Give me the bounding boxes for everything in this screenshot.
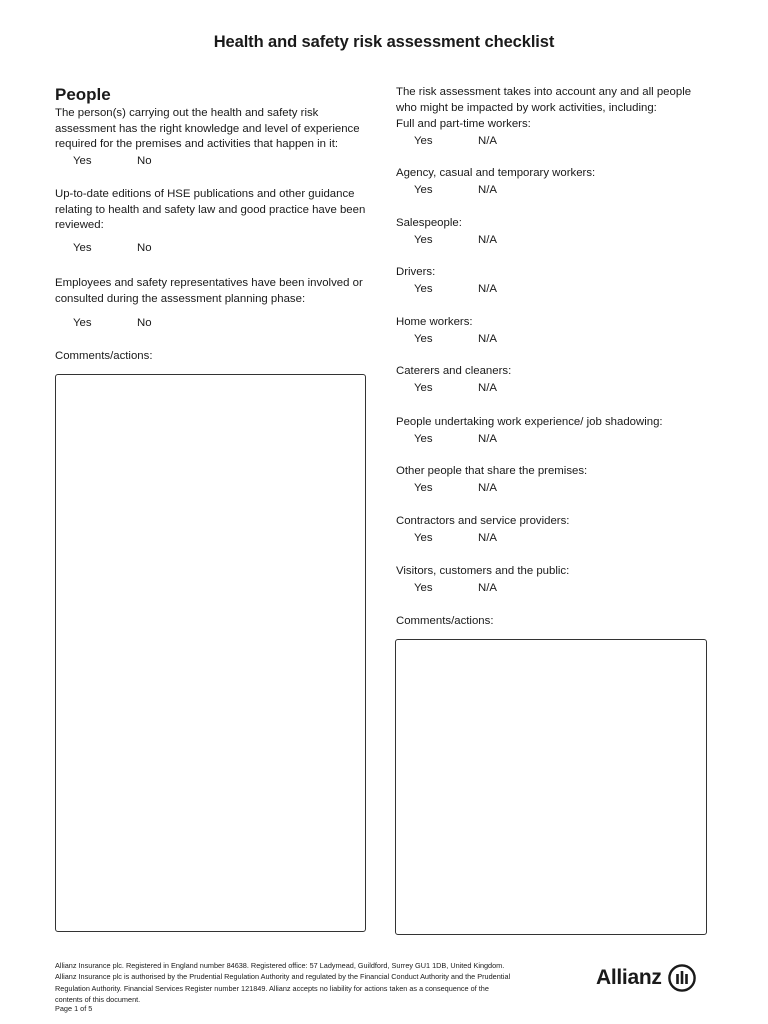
question-block — [396, 364, 714, 396]
answer-options — [396, 331, 714, 347]
question-block — [55, 187, 371, 256]
option-na[interactable]: N/A — [478, 282, 497, 295]
answer-options — [396, 580, 714, 596]
question-block — [396, 514, 714, 546]
question-text: Visitors, customers and the public: — [396, 565, 570, 577]
comments-input-left[interactable] — [55, 374, 366, 932]
option-yes[interactable]: Yes — [414, 381, 433, 394]
question-text: Salespeople: — [396, 217, 462, 229]
option-na[interactable]: N/A — [478, 183, 497, 196]
question-text: Agency, casual and temporary workers: — [396, 167, 596, 179]
answer-options — [396, 133, 714, 149]
option-na[interactable]: N/A — [478, 381, 497, 394]
logo-wordmark: Allianz — [596, 966, 662, 989]
question-text: Full and part-time workers: — [396, 118, 531, 130]
question-text: Up-to-date editions of HSE publications and other guidance relating to health and safety law and good practice have been reviewed: — [55, 188, 366, 231]
question-text: Employees and safety representatives have been involved or consulted during the assessment planning phase: — [55, 277, 363, 305]
question-text: Other people that share the premises: — [396, 465, 588, 477]
option-yes[interactable]: Yes — [414, 531, 433, 544]
question-text: Drivers: — [396, 266, 436, 278]
question-block — [396, 564, 714, 596]
answer-options — [396, 281, 714, 297]
allianz-eagle-icon — [668, 964, 696, 992]
question-text: Contractors and service providers: — [396, 515, 570, 527]
question-block — [396, 265, 714, 297]
question-text: Home workers: — [396, 316, 473, 328]
question-text: Caterers and cleaners: — [396, 365, 512, 377]
answer-options — [55, 315, 371, 331]
option-yes[interactable]: Yes — [73, 317, 92, 329]
option-na[interactable]: N/A — [478, 233, 497, 246]
section-heading-people: People — [55, 85, 111, 104]
question-block — [396, 315, 714, 347]
page-title: Health and safety risk assessment checklist — [213, 33, 555, 51]
option-no[interactable]: No — [137, 317, 152, 329]
option-yes[interactable]: Yes — [414, 233, 433, 246]
footer-legal-text: Allianz Insurance plc. Registered in England number 84638. Registered office: 57 Ladymead, Guildford, Surrey GU1 1DB, United Kingdom. Allianz Insurance plc is authorised by the Prudential Regulation Authority and regulated by the Financial Conduct Authority and the Prudential Regulation Authority. Financial Services Register number 121849. Allianz accepts no liability for actions taken as a consequence of the contents of this document. — [55, 961, 511, 1004]
option-yes[interactable]: Yes — [414, 183, 433, 196]
option-na[interactable]: N/A — [478, 332, 497, 345]
question-block — [396, 216, 714, 248]
option-yes[interactable]: Yes — [414, 332, 433, 345]
option-no[interactable]: No — [137, 241, 152, 254]
answer-options — [396, 480, 714, 496]
option-no[interactable]: No — [137, 154, 152, 167]
option-yes[interactable]: Yes — [414, 432, 433, 445]
question-block — [396, 117, 714, 149]
page-number: Page 1 of 5 — [55, 1004, 93, 1013]
option-yes[interactable]: Yes — [414, 282, 433, 295]
question-block — [55, 276, 371, 331]
comments-label: Comments/actions: — [396, 615, 494, 627]
answer-options — [396, 182, 714, 198]
option-yes[interactable]: Yes — [414, 134, 433, 147]
question-block — [396, 464, 714, 496]
option-na[interactable]: N/A — [478, 531, 497, 544]
option-yes[interactable]: Yes — [414, 581, 433, 594]
allianz-logo — [596, 963, 696, 993]
answer-options — [396, 232, 714, 248]
question-text: The person(s) carrying out the health and safety risk assessment has the right knowledge and level of experience required for the premises and activities that happen in it: — [55, 107, 360, 150]
question-block — [396, 415, 714, 447]
option-yes[interactable]: Yes — [73, 154, 92, 167]
answer-options — [55, 240, 371, 256]
option-yes[interactable]: Yes — [414, 481, 433, 494]
option-na[interactable]: N/A — [478, 481, 497, 494]
answer-options — [396, 380, 714, 396]
question-block — [55, 106, 371, 169]
answer-options — [396, 431, 714, 447]
comments-input-right[interactable] — [395, 639, 707, 935]
intro-text: The risk assessment takes into account any and all people who might be impacted by work activities, including: — [396, 86, 692, 114]
question-block — [396, 166, 714, 198]
question-text: People undertaking work experience/ job shadowing: — [396, 416, 663, 428]
comments-label: Comments/actions: — [55, 350, 153, 362]
answer-options — [396, 530, 714, 546]
option-yes[interactable]: Yes — [73, 241, 92, 254]
option-na[interactable]: N/A — [478, 134, 497, 147]
option-na[interactable]: N/A — [478, 581, 497, 594]
answer-options — [55, 153, 371, 169]
option-na[interactable]: N/A — [478, 432, 497, 445]
